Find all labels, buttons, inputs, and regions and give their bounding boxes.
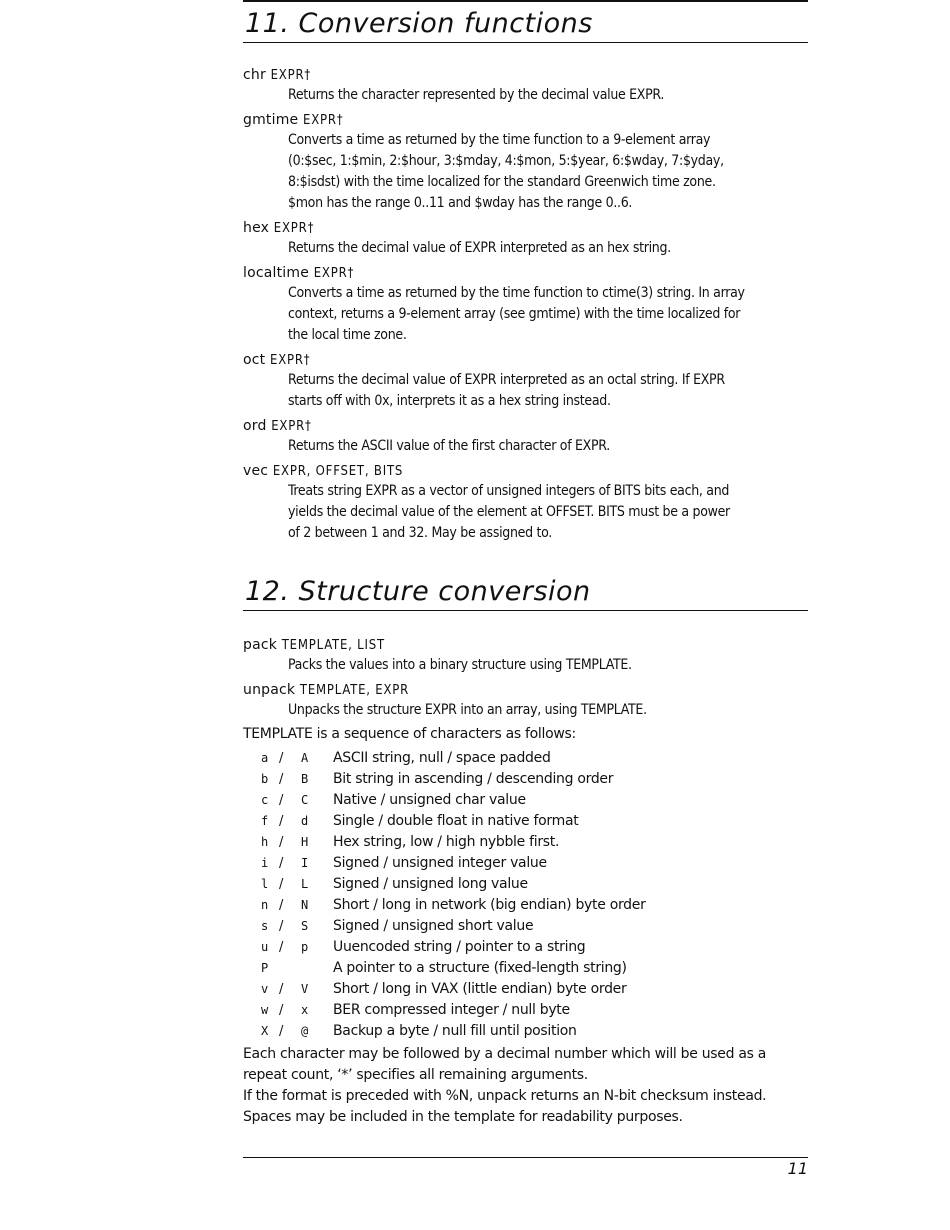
template-description: Bit string in ascending / descending order [333, 771, 614, 787]
template-code-lower: f [261, 814, 268, 828]
template-code-lower: l [261, 877, 268, 891]
function-args: EXPR† [270, 68, 312, 83]
closing-line: Spaces may be included in the template for readability purposes. [243, 1109, 683, 1125]
template-row [261, 1021, 646, 1042]
template-row [261, 916, 646, 937]
template-separator: / [279, 940, 284, 955]
function-description-line: context, returns a 9-element array (see gmtime) with the time localized for [288, 306, 741, 322]
template-description: Native / unsigned char value [333, 792, 526, 808]
function-name: localtime [243, 265, 310, 281]
function-args: TEMPLATE, LIST [281, 638, 385, 653]
page-number: 11 [787, 1159, 808, 1178]
template-code-upper: d [301, 814, 308, 828]
template-description: ASCII string, null / space padded [333, 750, 551, 766]
template-separator: / [279, 1003, 284, 1018]
section-title: 12. Structure conversion [245, 576, 591, 607]
template-row [261, 874, 646, 895]
template-separator: / [279, 1024, 284, 1039]
closing-notes [243, 1044, 808, 1128]
template-code-lower: v [261, 982, 268, 996]
function-description-line: Returns the decimal value of EXPR interpreted as an octal string. If EXPR [288, 372, 725, 388]
template-description: Uuencoded string / pointer to a string [333, 939, 586, 955]
template-row [261, 853, 646, 874]
function-term [243, 416, 808, 436]
template-separator: / [279, 835, 284, 850]
function-args: EXPR† [271, 419, 312, 434]
template-code-upper: L [301, 877, 308, 891]
function-args: EXPR† [273, 221, 315, 236]
function-term [243, 350, 808, 370]
function-args: TEMPLATE, EXPR [299, 683, 410, 698]
section-title: 11. Conversion functions [245, 8, 593, 39]
template-row [261, 748, 646, 769]
function-term [243, 461, 808, 481]
template-row [261, 769, 646, 790]
template-code-lower: s [261, 919, 268, 933]
function-description-line: $mon has the range 0..11 and $wday has the range 0..6. [288, 195, 633, 211]
function-description-line: starts off with 0x, interprets it as a hex string instead. [288, 393, 611, 409]
function-description-line: 8:$isdst) with the time localized for the standard Greenwich time zone. [288, 174, 716, 190]
template-code-upper: I [301, 856, 308, 870]
function-args: EXPR† [313, 266, 355, 281]
template-description: Short / long in VAX (little endian) byte order [333, 981, 627, 997]
function-term [243, 218, 808, 238]
template-intro: TEMPLATE is a sequence of characters as follows: [243, 726, 576, 742]
function-name: hex [243, 220, 270, 236]
closing-line: If the format is preceded with %N, unpack returns an N-bit checksum instead. [243, 1088, 767, 1104]
template-row [261, 790, 646, 811]
template-code-upper: C [301, 793, 308, 807]
function-description-line: yields the decimal value of the element at OFFSET. BITS must be a power [288, 504, 730, 520]
template-code-upper: A [301, 751, 308, 765]
template-code-upper [301, 958, 333, 979]
document-page [243, 0, 808, 1128]
template-description: Short / long in network (big endian) byte order [333, 897, 646, 913]
template-description: Hex string, low / high nybble first. [333, 834, 560, 850]
template-code-lower: b [261, 772, 268, 786]
template-row [261, 895, 646, 916]
template-separator: / [279, 856, 284, 871]
template-code-lower: P [261, 961, 268, 975]
template-table [261, 748, 646, 1042]
template-code-upper: S [301, 919, 308, 933]
template-description: Single / double float in native format [333, 813, 579, 829]
template-separator: / [279, 814, 284, 829]
conversion-function-list [243, 65, 808, 544]
template-separator: / [279, 982, 284, 997]
template-description: Signed / unsigned integer value [333, 855, 547, 871]
function-name: oct [243, 352, 266, 368]
template-description: Backup a byte / null fill until position [333, 1023, 577, 1039]
template-row [261, 811, 646, 832]
template-code-lower: c [261, 793, 268, 807]
template-code-upper: B [301, 772, 308, 786]
function-name: pack [243, 637, 278, 653]
function-description-line: (0:$sec, 1:$min, 2:$hour, 3:$mday, 4:$mon, 5:$year, 6:$wday, 7:$yday, [288, 153, 724, 169]
template-separator: / [279, 898, 284, 913]
template-code-lower: X [261, 1024, 268, 1038]
function-name: vec [243, 463, 269, 479]
template-code-lower: i [261, 856, 268, 870]
function-name: chr [243, 67, 266, 83]
closing-line: Each character may be followed by a decimal number which will be used as a [243, 1046, 767, 1062]
template-separator: / [279, 772, 284, 787]
function-term [243, 110, 808, 130]
template-separator: / [279, 751, 284, 766]
function-description-line: Returns the character represented by the decimal value EXPR. [288, 87, 665, 103]
function-description-line: Unpacks the structure EXPR into an array, using TEMPLATE. [288, 702, 647, 718]
template-row [261, 958, 646, 979]
template-code-lower: u [261, 940, 268, 954]
function-description-line: Converts a time as returned by the time function to a 9-element array [288, 132, 711, 148]
template-row [261, 1000, 646, 1021]
function-description-line: of 2 between 1 and 32. May be assigned to. [288, 525, 553, 541]
template-code-lower: h [261, 835, 268, 849]
template-code-upper: N [301, 898, 308, 912]
function-term [243, 65, 808, 85]
function-term [243, 635, 808, 655]
function-description-line: Treats string EXPR as a vector of unsigned integers of BITS bits each, and [288, 483, 730, 499]
template-row [261, 832, 646, 853]
function-args: EXPR† [303, 113, 344, 128]
function-name: ord [243, 418, 267, 434]
structure-function-list [243, 635, 808, 721]
template-code-upper: p [301, 940, 308, 954]
function-description-line: Converts a time as returned by the time function to ctime(3) string. In array [288, 285, 745, 301]
function-name: unpack [243, 682, 296, 698]
template-description: Signed / unsigned short value [333, 918, 534, 934]
function-args: EXPR† [270, 353, 311, 368]
template-code-lower: n [261, 898, 268, 912]
template-description: Signed / unsigned long value [333, 876, 528, 892]
template-code-upper: H [301, 835, 308, 849]
template-code-upper: @ [301, 1024, 308, 1038]
template-description: A pointer to a structure (fixed-length string) [333, 960, 627, 976]
template-code-lower: w [261, 1003, 268, 1017]
function-name: gmtime [243, 112, 299, 128]
closing-line: repeat count, ‘*’ specifies all remaining arguments. [243, 1067, 588, 1083]
template-code-upper: x [301, 1003, 308, 1017]
function-term [243, 680, 808, 700]
section-top-rule [243, 0, 808, 2]
template-description: BER compressed integer / null byte [333, 1002, 570, 1018]
template-row [261, 979, 646, 1000]
function-description-line: Packs the values into a binary structure using TEMPLATE. [288, 657, 632, 673]
function-term [243, 263, 808, 283]
template-row [261, 937, 646, 958]
function-description-line: Returns the decimal value of EXPR interpreted as an hex string. [288, 240, 671, 256]
function-description-line: Returns the ASCII value of the first character of EXPR. [288, 438, 610, 454]
template-code-lower: a [261, 751, 268, 765]
template-separator: / [279, 877, 284, 892]
function-description-line: the local time zone. [288, 327, 407, 343]
template-code-upper: V [301, 982, 308, 996]
template-separator [279, 958, 301, 979]
template-separator: / [279, 793, 284, 808]
template-separator: / [279, 919, 284, 934]
function-args: EXPR, OFFSET, BITS [272, 464, 404, 479]
